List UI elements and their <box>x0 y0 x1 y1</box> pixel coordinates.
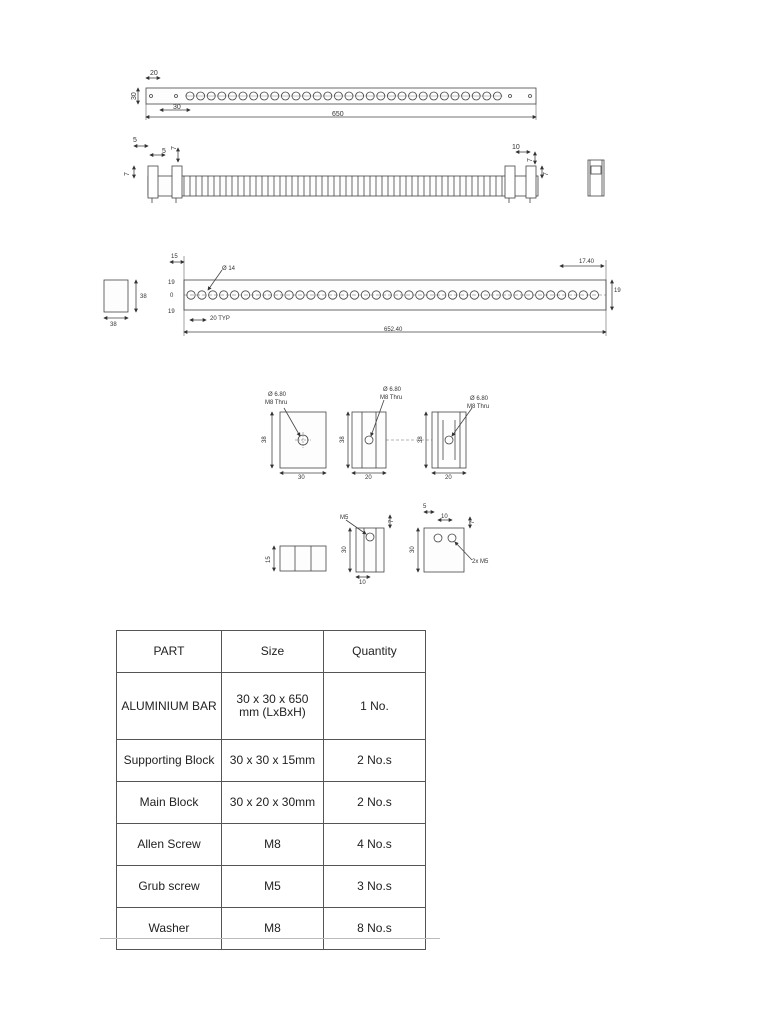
side-view-drawing <box>134 146 604 203</box>
cell-quantity: 2 No.s <box>323 740 425 782</box>
side-view-dim-c: 7 <box>124 172 131 176</box>
bar-square-width-dim: 38 <box>110 322 117 328</box>
support-block-3-dim-10: 10 <box>441 514 448 520</box>
bar-view-drawing <box>104 256 612 336</box>
header-quantity: Quantity <box>323 631 425 673</box>
top-view-pitch-dim: 30 <box>173 104 181 111</box>
bar-end-dim: 17.40 <box>579 259 595 265</box>
header-size: Size <box>221 631 323 673</box>
cell-size: M8 <box>221 824 323 866</box>
bar-offset-dim: 15 <box>171 254 178 260</box>
table-footer-line <box>100 938 440 939</box>
cell-part: Allen Screw <box>117 824 222 866</box>
cell-size: 30 x 20 x 30mm <box>221 782 323 824</box>
support-block-3-m5: 2x M5 <box>472 559 489 565</box>
table-row <box>117 866 426 908</box>
bar-dim-19-right: 19 <box>614 288 621 294</box>
cell-part: Grub screw <box>117 866 222 908</box>
side-view-dim-d: 7 <box>171 146 178 150</box>
cell-quantity: 2 No.s <box>323 782 425 824</box>
table-header-row <box>117 631 426 673</box>
main-block-2-diameter: Ø 6.80 <box>383 387 402 393</box>
support-block-2-dim-7: 7 <box>389 519 395 523</box>
main-block-1-diameter: Ø 6.80 <box>268 392 287 398</box>
main-block-3-note: M8 Thru <box>467 404 490 410</box>
cell-quantity: 4 No.s <box>323 824 425 866</box>
cell-part: Supporting Block <box>117 740 222 782</box>
table-row <box>117 908 426 950</box>
support-block-2-height: 30 <box>342 546 348 553</box>
table-row <box>117 673 426 740</box>
main-block-3-diameter: Ø 6.80 <box>470 396 489 402</box>
side-view-dim-a: 5 <box>133 137 137 144</box>
main-block-1-note: M8 Thru <box>265 400 288 406</box>
support-block-1-height: 15 <box>266 556 272 563</box>
bar-square-height-dim: 38 <box>140 294 147 300</box>
main-block-2-note: M8 Thru <box>380 395 403 401</box>
main-block-3-width: 20 <box>445 475 452 481</box>
support-block-3-dim-5: 5 <box>423 504 427 510</box>
side-view-dim-b: 5 <box>162 148 166 155</box>
main-blocks-drawing <box>272 400 472 473</box>
side-view-dim-e: 10 <box>512 144 520 151</box>
main-block-2-height: 38 <box>340 436 346 443</box>
cell-quantity: 3 No.s <box>323 866 425 908</box>
cell-part: ALUMINIUM BAR <box>117 673 222 740</box>
bar-hole-diameter: Ø 14 <box>222 266 236 272</box>
bar-pitch-typ: 20 TYP <box>210 316 230 322</box>
cell-quantity: 8 No.s <box>323 908 425 950</box>
header-part: PART <box>117 631 222 673</box>
cell-size: M5 <box>221 866 323 908</box>
main-block-3-height: 38 <box>418 436 424 443</box>
support-block-2-dim-10: 10 <box>359 580 366 586</box>
cell-quantity: 1 No. <box>323 673 425 740</box>
main-block-1-width: 30 <box>298 475 305 481</box>
cell-size: 30 x 30 x 650 mm (LxBxH) <box>221 673 323 740</box>
bar-dim-0: 0 <box>170 293 174 299</box>
bar-dim-19-bottom: 19 <box>168 309 175 315</box>
main-block-1-height: 38 <box>262 436 268 443</box>
side-view-dim-f: 7 <box>527 158 534 162</box>
table-row <box>117 740 426 782</box>
cell-part: Washer <box>117 908 222 950</box>
table-row <box>117 782 426 824</box>
support-block-3-dim-7: 7 <box>470 520 476 524</box>
cell-size: M8 <box>221 908 323 950</box>
cell-part: Main Block <box>117 782 222 824</box>
support-block-3-height: 30 <box>410 546 416 553</box>
bar-total-length: 652.40 <box>384 327 403 333</box>
support-block-2-m5: M5 <box>340 515 349 521</box>
main-block-2-width: 20 <box>365 475 372 481</box>
side-view-dim-g: 7 <box>543 172 550 176</box>
top-view-height-dim: 30 <box>131 92 138 100</box>
bar-dim-19-top: 19 <box>168 280 175 286</box>
parts-table <box>116 630 426 950</box>
support-blocks-drawing <box>274 512 472 577</box>
cell-size: 30 x 30 x 15mm <box>221 740 323 782</box>
top-view-offset-dim: 20 <box>150 70 158 77</box>
top-view-length-dim: 650 <box>332 111 344 118</box>
table-row <box>117 824 426 866</box>
